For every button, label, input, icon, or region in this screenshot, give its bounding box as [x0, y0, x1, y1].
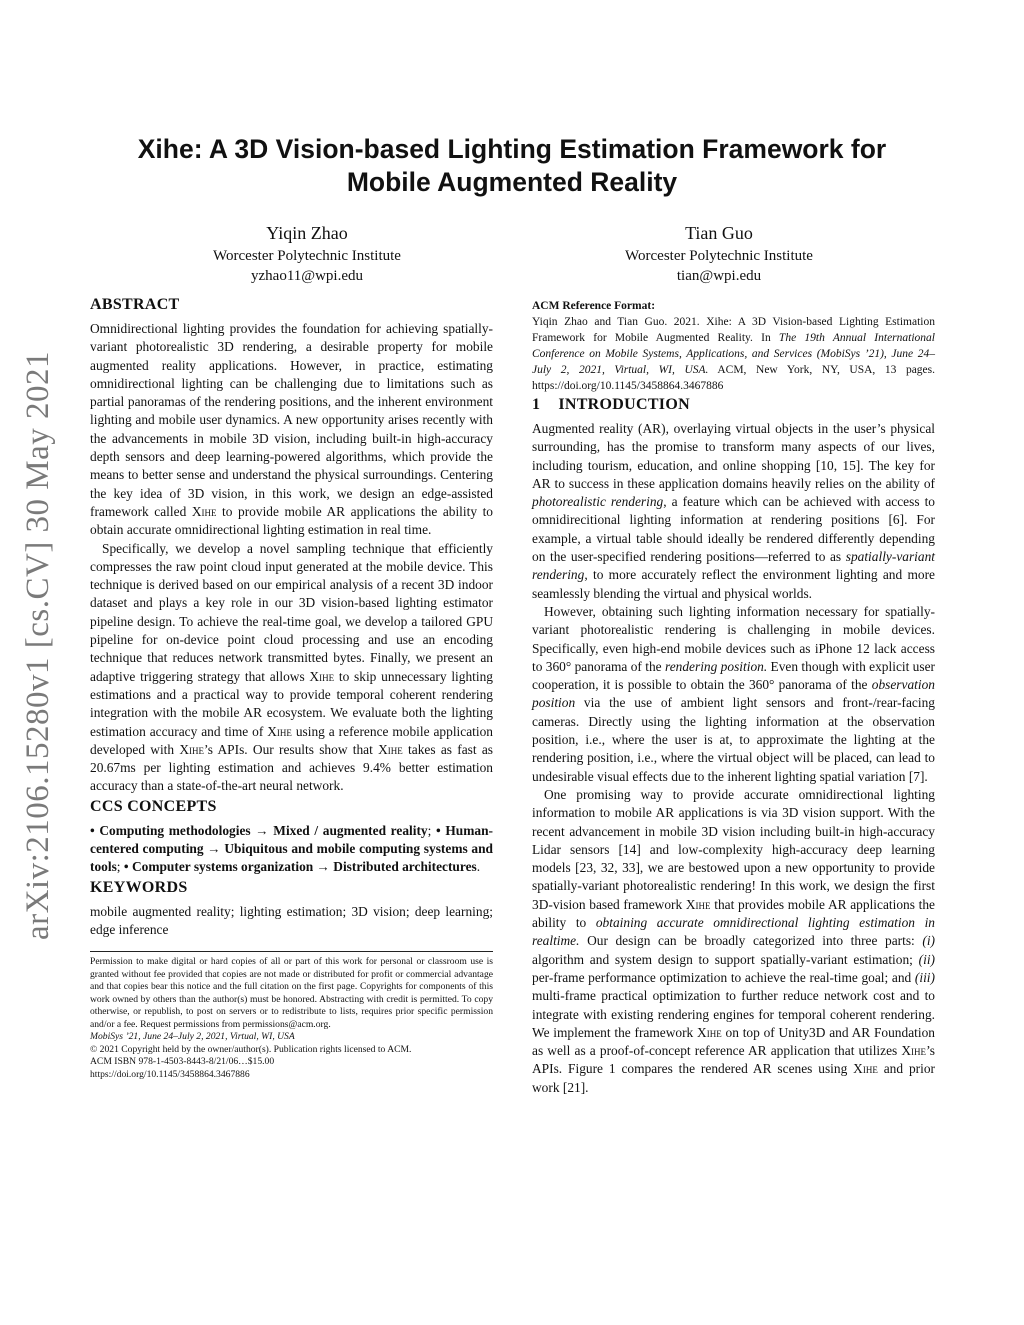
- text-run: , a feature which can be achieved with access to omnidirecitional lighting information at rendering positions [6]. For example, a virtual table should ideally be rendered differently depending on the user-specified rendering positions—referred to as: [532, 494, 935, 565]
- text-run: ’s APIs. Figure 1 compares the rendered AR scenes using: [532, 1043, 935, 1077]
- system-name: Xihe: [685, 896, 711, 912]
- bullet: •: [123, 859, 129, 875]
- abstract-section: [90, 294, 493, 796]
- ccs-concept: Human-centered computing → Ubiquitous and mobile computing systems and tools: [90, 822, 494, 875]
- author-name: Yiqin Zhao: [266, 223, 348, 243]
- ccs-concept: Computer systems organization → Distributed architectures: [131, 859, 477, 875]
- section-number: 1: [532, 396, 541, 413]
- acm-reference-heading: ACM Reference Format:: [532, 300, 656, 312]
- system-name: Xihe: [309, 668, 335, 684]
- author-email: tian@wpi.edu: [676, 268, 762, 284]
- separator: .: [476, 859, 481, 875]
- permission-footnote: [90, 951, 493, 1081]
- intro-paragraph-2: [532, 603, 935, 786]
- section-title: INTRODUCTION: [558, 396, 690, 413]
- text-run: that provides mobile AR applications the ability to: [532, 896, 935, 931]
- isbn-line: ACM ISBN 978-1-4503-8443-8/21/06…$15.00: [90, 1056, 275, 1068]
- doi-line: https://doi.org/10.1145/3458864.3467886: [90, 1068, 250, 1080]
- text-run: takes as fast as 20.67ms per lighting estimation and achieves 9.4% better estimation accuracy than a state-of-the-art neural network.: [90, 741, 493, 794]
- permission-text: Permission to make digital or hard copies of all or part of this work for personal or classroom use is granted without fee provided that copies are not made or distributed for profit or commercial advantage and that copies bear this notice and the full citation on the first page. Copyrights for components of this work owned by others than the author(s) must be honored. Abstracting with credit is permitted. To copy otherwise, or republish, to post on servers or to redistribute to lists, requires prior specific permission and/or a fee. Request permissions from permissions@acm.org.: [90, 956, 493, 1030]
- text-run: , to more accurately reflect the environment lighting and more seamlessly blending the virtual and physical worlds.: [532, 567, 935, 601]
- emphasis: spatially-variant rendering: [532, 549, 935, 583]
- system-name: Xihe: [378, 741, 403, 757]
- introduction-heading: [532, 394, 935, 416]
- text-run: One promising way to provide accurate omnidirectional lighting information to mobile AR applications is via 3D vision support. With the recent advancement in mobile 3D vision including built-in high-accuracy Lidar sensors [14] and low-complexity high-accuracy deep learning models [23, 32, 33], we are bestowed upon a new opportunity to provide spatially-variant photorealistic rendering! In this work, we design the first 3D-vision based framework: [532, 786, 935, 912]
- text-run: ’s APIs. Our results show that: [204, 741, 379, 757]
- intro-paragraph-1: [532, 420, 935, 603]
- abstract-paragraph-1: [90, 320, 493, 540]
- keywords-text: mobile augmented reality; lighting estimation; 3D vision; deep learning; edge inference: [90, 903, 493, 937]
- system-name: Xihe: [853, 1061, 878, 1077]
- text-run: to provide mobile AR applications the ability to obtain accurate omnidirectional lighting estimation in real time.: [90, 503, 493, 538]
- paper-title-line-2: Mobile Augmented Reality: [346, 167, 678, 197]
- author-name: Tian Guo: [685, 223, 753, 243]
- text-run: and prior work [21].: [532, 1061, 935, 1095]
- bullet: •: [90, 822, 95, 838]
- author-block-2: [554, 220, 884, 286]
- text-run: to skip unnecessary lighting estimations and a practical way to provide temporal coherent rendering integration with the mobile AR ecosystem. We evaluate both the lighting estimation accuracy and time of: [90, 668, 493, 739]
- left-column: [90, 294, 493, 1081]
- emphasis: (i): [922, 933, 935, 949]
- text-run: on top of Unity3D and AR Foundation as well as a proof-of-concept reference AR application that utilizes: [532, 1024, 935, 1059]
- emphasis: photorealistic rendering: [532, 494, 664, 510]
- author-affiliation: Worcester Polytechnic Institute: [213, 248, 401, 264]
- text-run: Even though with explicit user cooperation, it is possible to obtain the 360° panorama of the: [532, 658, 935, 693]
- acm-reference-text: [532, 314, 935, 394]
- system-name: Xihe: [901, 1043, 927, 1059]
- text-run: Omnidirectional lighting provides the foundation for achieving spatially-variant photorealistic 3D rendering, a desirable property for mobile augmented reality applications. However, in practice, estimating omnidirectional lighting can be challenging due to limitations such as partial panoramas of the rendering positions, and the inherent environment lighting and mobile user dynamics. A new opportunity arises recently with the advancements in mobile 3D vision, including built-in high-accuracy depth sensors and deep learning-powered algorithms, which provide the means to better sense and understand the physical surroundings. Centering the key idea of 3D vision, in this work, we design an edge-assisted framework called: [90, 321, 493, 519]
- separator: ;: [427, 822, 432, 838]
- system-name: Xihe: [191, 503, 217, 519]
- text-run: via the use of ambient light sensors and front-/rear-facing cameras. Directly using the lighting information at the observation position, i.e., where the user is at, to approximate the lighting at the rendering position, i.e., where the virtual object will be placed, can lead to undesirable visual effects due to the inherent lighting spatial variation [7].: [532, 695, 935, 784]
- venue-line: MobiSys ’21, June 24–July 2, 2021, Virtual, WI, USA: [90, 1031, 295, 1043]
- right-column: [532, 298, 935, 1097]
- text-run: However, obtaining such lighting information necessary for spatially-variant photorealistic rendering is challenging in mobile devices. Specifically, even high-end mobile devices such as iPhone 12 lack access to 360° panorama of the: [532, 603, 935, 674]
- emphasis: (iii): [914, 969, 935, 985]
- copyright-line: © 2021 Copyright held by the owner/author(s). Publication rights licensed to ACM.: [90, 1043, 412, 1055]
- emphasis: rendering position.: [665, 658, 768, 674]
- emphasis: (ii): [918, 951, 935, 967]
- text-run: algorithm and system design to support spatially-variant estimation;: [532, 951, 919, 967]
- keywords-heading: KEYWORDS: [90, 878, 188, 896]
- intro-paragraph-3: [532, 786, 935, 1097]
- arxiv-stamp-text: arXiv:2106.15280v1 [cs.CV] 30 May 2021: [20, 350, 57, 940]
- separator: ;: [116, 859, 121, 875]
- ccs-concept: Computing methodologies → Mixed / augmented reality: [99, 822, 428, 838]
- text-run: per-frame performance optimization to achieve the real-time goal; and: [532, 969, 915, 985]
- abstract-paragraph-2: [90, 540, 493, 796]
- author-block-1: [142, 220, 472, 286]
- text-run: ACM, New York, NY, USA, 13 pages. https://doi.org/10.1145/3458864.3467886: [532, 364, 936, 392]
- text-run: Augmented reality (AR), overlaying virtual objects in the user’s physical surrounding, has the promise to transform many aspects of our lives, including tourism, education, and online shopping [10, 15]. The key for AR to success in these application domains heavily relies on the ability of: [532, 421, 935, 491]
- author-email: yzhao11@wpi.edu: [251, 268, 363, 284]
- paper-title: [90, 133, 934, 199]
- text-run: Yiqin Zhao and Tian Guo. 2021. Xihe: A 3D Vision-based Lighting Estimation Framework for Mobile Augmented Reality. In: [532, 316, 935, 344]
- system-name: Xihe: [267, 723, 292, 739]
- paper-title-line-1: Xihe: A 3D Vision-based Lighting Estimation Framework for: [137, 134, 887, 164]
- bullet: •: [436, 822, 441, 838]
- emphasis: obtaining accurate omnidirectional lighting estimation in realtime.: [532, 915, 935, 949]
- text-run: using a reference mobile application developed with: [90, 723, 493, 757]
- text-run: Our design can be broadly categorized into three parts:: [579, 933, 923, 949]
- system-name: Xihe: [179, 741, 205, 757]
- ccs-heading: CCS CONCEPTS: [90, 797, 217, 815]
- venue-italic: The 19th Annual International Conference on Mobile Systems, Applications, and Services (MobiSys ’21), June 24–July 2, 2021, Virtual, WI, USA.: [532, 332, 935, 376]
- ccs-concepts: [90, 822, 493, 877]
- arxiv-stamp: [14, 345, 64, 945]
- system-name: Xihe: [697, 1024, 722, 1040]
- abstract-heading: ABSTRACT: [90, 296, 180, 313]
- emphasis: observation position: [532, 677, 935, 711]
- author-affiliation: Worcester Polytechnic Institute: [625, 248, 813, 264]
- text-run: multi-frame practical optimization to further reduce network cost and to integrate with existing rendering engines for temporal coherent rendering. We implement the framework: [532, 988, 935, 1040]
- text-run: Specifically, we develop a novel sampling technique that efficiently compresses the raw point cloud input generated at the mobile device. This technique is derived based on our empirical analysis of a recent 3D indoor dataset and plays a key role in our 3D vision-based lighting estimator pipeline design. To achieve the real-time goal, we develop a tailored GPU pipeline for on-device point cloud processing and use an encoding technique that reduces network transmitted bytes. Finally, we present an adaptive triggering strategy that allows: [90, 540, 493, 684]
